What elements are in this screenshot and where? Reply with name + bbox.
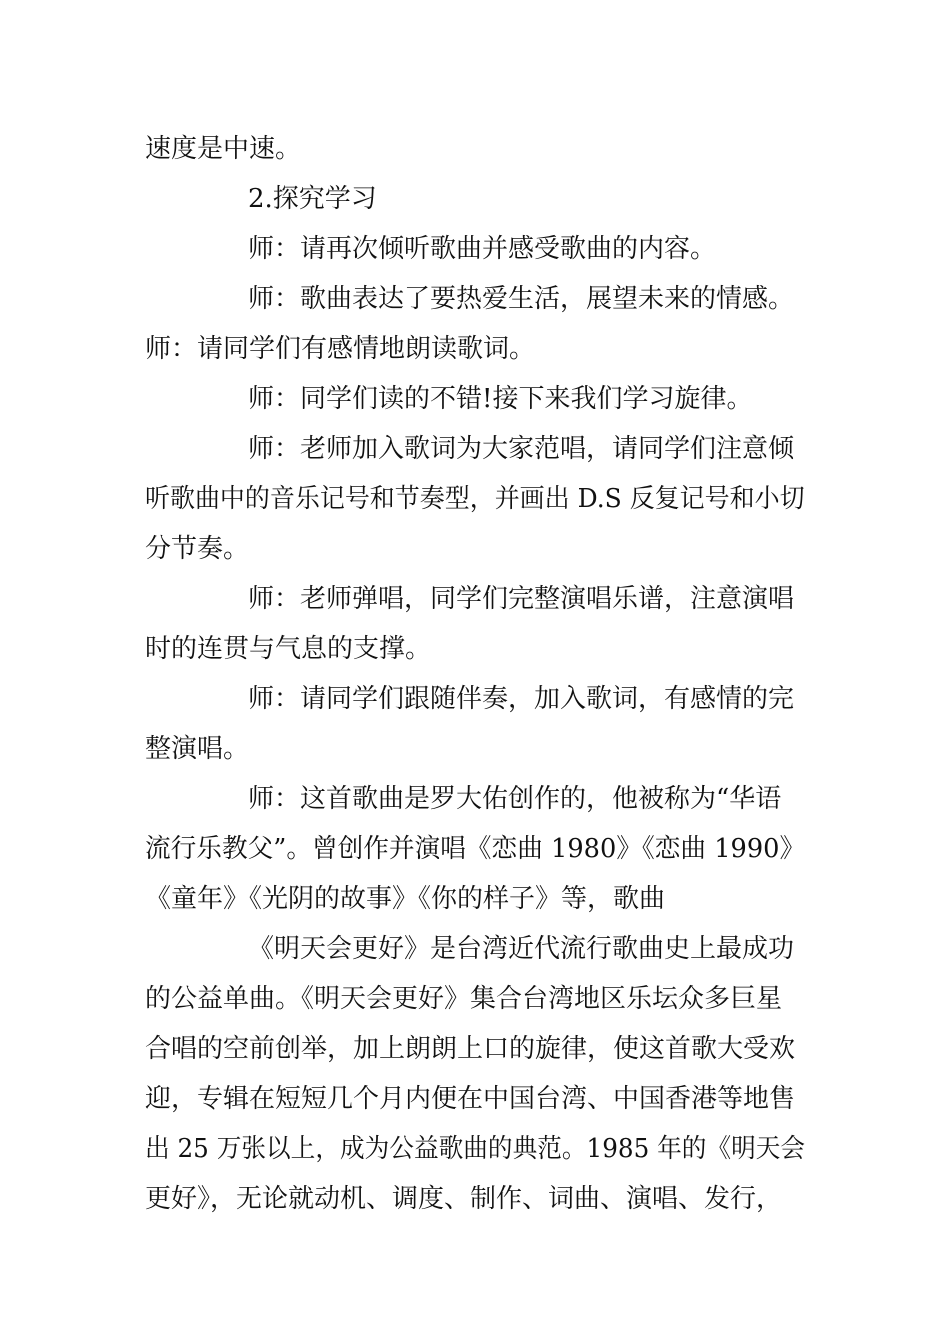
section-heading: 2.探究学习 <box>248 184 377 214</box>
text-line: 听歌曲中的音乐记号和节奏型，并画出 D.S 反复记号和小切 <box>145 484 805 514</box>
text-line: 速度是中速。 <box>145 134 302 164</box>
text-line: 师：这首歌曲是罗大佑创作的，他被称为“华语 <box>248 784 782 814</box>
text-line: 的公益单曲。《明天会更好》集合台湾地区乐坛众多巨星 <box>145 984 783 1014</box>
text-line: 出 25 万张以上，成为公益歌曲的典范。1985 年的《明天会 <box>145 1134 806 1164</box>
text-line: 师：老师弹唱，同学们完整演唱乐谱，注意演唱 <box>248 584 795 614</box>
text-line: 流行乐教父”。曾创作并演唱《恋曲 1980》《恋曲 1990》 <box>145 834 806 864</box>
text-line: 师：老师加入歌词为大家范唱，请同学们注意倾 <box>248 434 795 464</box>
text-line: 分节奏。 <box>145 534 250 564</box>
text-line: 《明天会更好》是台湾近代流行歌曲史上最成功 <box>248 934 795 964</box>
text-line: 师：同学们读的不错!接下来我们学习旋律。 <box>248 384 753 414</box>
text-line: 师：请同学们跟随伴奏，加入歌词，有感情的完 <box>248 684 795 714</box>
text-line: 整演唱。 <box>145 734 250 764</box>
text-line: 合唱的空前创举，加上朗朗上口的旋律，使这首歌大受欢 <box>145 1034 796 1064</box>
text-line: 师：歌曲表达了要热爱生活，展望未来的情感。 <box>248 284 795 314</box>
text-line: 更好》，无论就动机、调度、制作、词曲、演唱、发行， <box>145 1184 783 1214</box>
text-line: 《童年》《光阴的故事》《你的样子》等，歌曲 <box>145 884 666 914</box>
text-line: 师：请同学们有感情地朗读歌词。 <box>145 334 536 364</box>
text-line: 迎，专辑在短短几个月内便在中国台湾、中国香港等地售 <box>145 1084 796 1114</box>
text-line: 时的连贯与气息的支撑。 <box>145 634 432 664</box>
text-line: 师：请再次倾听歌曲并感受歌曲的内容。 <box>248 234 717 264</box>
